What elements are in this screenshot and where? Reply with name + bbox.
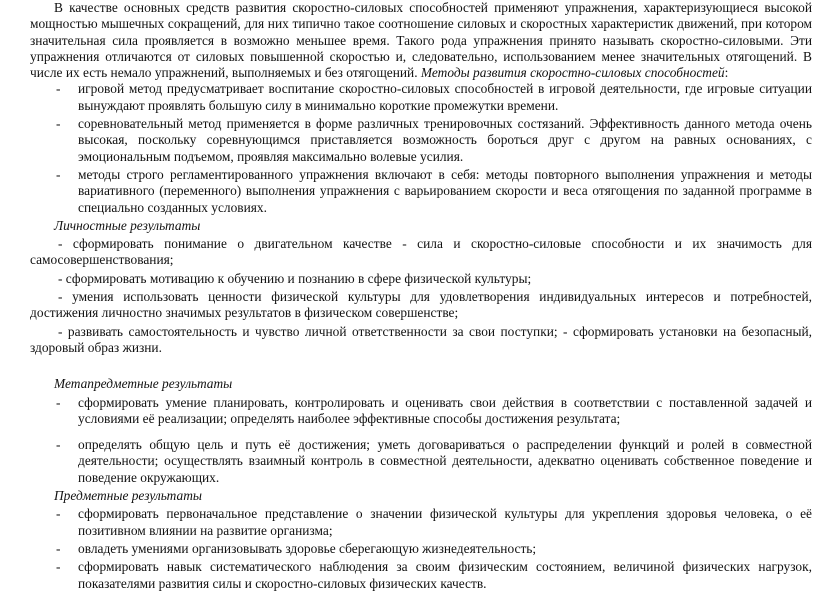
personal-result-item <box>30 271 812 287</box>
method-item-regulated <box>30 167 812 216</box>
methods-heading: Методы развития скоростно-силовых способностей <box>420 65 725 81</box>
subject-result-item <box>30 506 812 539</box>
subject-result-item <box>30 541 812 557</box>
personal-results-heading: Личностные результаты <box>54 217 201 233</box>
method-text: соревновательный метод применяется в форме различных тренировочных состязаний. Эффективность данного метода очень высокая, поскольку соревнующимся приставляется возможность бороться друг с другом на равных основаниях, с эмоциональным подъемом, проявляя максимально волевые усилия. <box>78 116 812 164</box>
intro-text: В качестве основных средств развития скоростно-силовых способностей применяют упражнения, характеризующиеся высокой мощностью мышечных сокращений, для них типично такое соотношение силовых и скоростных характеристик движений, при котором значительная сила проявляется в возможно меньшее время. Такого рода упражнения принято называть скоростно-силовыми. Эти упражнения отличаются от силовых повышенной скоростью и, следовательно, использованием менее значительных отягощений. В числе их есть немало упражнений, выполняемых и без отягощений. <box>30 0 812 81</box>
method-item-game <box>30 81 812 114</box>
intro-paragraph <box>30 0 812 81</box>
meta-result-item <box>30 437 812 486</box>
subject-result-text: овладеть умениями организовывать здоровье сберегающую жизнедеятельность; <box>78 540 537 556</box>
subject-result-text: сформировать навык систематического наблюдения за своим физическим состоянием, величиной физических нагрузок, показателями развития силы и скоростно-силовых физических качеств. <box>78 559 812 591</box>
list-dash: - <box>56 166 61 182</box>
subject-result-item <box>30 559 812 592</box>
meta-results-heading: Метапредметные результаты <box>54 376 233 392</box>
method-text: игровой метод предусматривает воспитание скоростно-силовых способностей в игровой деятельности, где игровые ситуации вынуждают проявлять большую силу в минимально короткие промежутки времени. <box>78 81 812 113</box>
personal-result-text: - развивать самостоятельность и чувство личной ответственности за свои поступки; - сформировать установки на безопасный, здоровый образ жизни. <box>30 323 812 355</box>
personal-result-text: - сформировать мотивацию к обучению и познанию в сфере физической культуры; <box>58 270 532 286</box>
list-dash: - <box>56 116 61 132</box>
personal-result-text: - умения использовать ценности физической культуры для удовлетворения индивидуальных интересов и потребностей, достижения личностно значимых результатов в физическом совершенстве; <box>30 289 812 321</box>
list-dash: - <box>56 540 61 556</box>
methods-heading-colon: : <box>724 65 729 81</box>
personal-result-item <box>30 236 812 269</box>
list-dash: - <box>56 81 61 97</box>
personal-result-item <box>30 324 812 357</box>
method-item-competitive <box>30 116 812 165</box>
subject-result-text: сформировать первоначальное представление о значении физической культуры для укрепления здоровья человека, о её позитивном влиянии на развитие организма; <box>78 506 812 538</box>
meta-result-text: определять общую цель и путь её достижения; уметь договариваться о распределении функций и ролей в совместной деятельности; осуществлять взаимный контроль в совместной деятельности, адекватно оценивать собственное поведение и поведение окружающих. <box>78 437 812 485</box>
method-text: методы строго регламентированного упражнения включают в себя: методы повторного выполнения упражнения и методы вариативного (переменного) выполнения упражнения с варьированием скорости и веса отягощения по заданной программе в специально созданных условиях. <box>78 166 812 215</box>
subject-results-heading: Предметные результаты <box>54 488 202 504</box>
paragraph-gap <box>30 358 812 374</box>
meta-result-text: сформировать умение планировать, контролировать и оценивать свои действия в соответствии с поставленной задачей и условиями её реализации; определять наиболее эффективные способы достижения результата; <box>78 394 812 426</box>
list-dash: - <box>56 394 61 410</box>
meta-result-item <box>30 395 812 428</box>
list-dash: - <box>56 437 61 453</box>
paragraph-gap <box>30 429 812 437</box>
personal-result-item <box>30 289 812 322</box>
personal-result-text: - сформировать понимание о двигательном качестве - сила и скоростно-силовые способности и их значимость для самосовершенствования; <box>30 236 812 268</box>
list-dash: - <box>56 559 61 575</box>
list-dash: - <box>56 506 61 522</box>
